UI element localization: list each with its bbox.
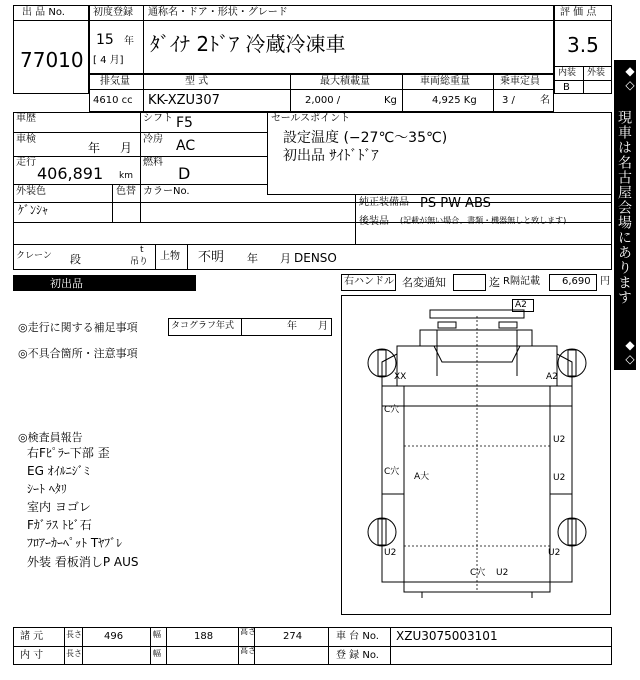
model-label: 型 式 bbox=[185, 76, 209, 87]
aircon-label: 冷房 bbox=[143, 134, 163, 145]
lot-label: 出 品 No. bbox=[22, 7, 65, 18]
inspector-item: ｼｰﾄ ﾍﾀﾘ bbox=[27, 482, 67, 496]
diagram-mark-bottom-u: U2 bbox=[496, 568, 509, 578]
mileage-label: 走行 bbox=[16, 157, 36, 168]
lot-number: 77010 bbox=[20, 48, 84, 72]
shift-value: F5 bbox=[176, 115, 193, 131]
equip-label: 上物 bbox=[160, 251, 180, 262]
first-listing-bar bbox=[13, 275, 196, 291]
crane-hang: 吊り bbox=[130, 257, 149, 267]
tachograph-month: 月 bbox=[318, 321, 328, 332]
inspector-item: EG ｵｲﾙﾆｼﾞﾐ bbox=[27, 464, 90, 478]
equip-value: 不明 bbox=[198, 250, 225, 265]
gross-weight-label: 車両総重量 bbox=[420, 76, 470, 87]
length-label: 長さ bbox=[66, 630, 82, 639]
diagram-mark-right-mid: U2 bbox=[553, 435, 566, 445]
inspector-item: 右Fﾋﾟﾗｰ下部 歪 bbox=[27, 446, 110, 460]
tachograph-label: タコグラフ年式 bbox=[171, 321, 235, 331]
vehicle-diagram bbox=[341, 295, 611, 615]
inspection-year: 年 bbox=[88, 141, 101, 155]
inner-label: 内 寸 bbox=[20, 650, 44, 661]
odo-type: R隔記載 bbox=[503, 276, 540, 287]
score-value: 3.5 bbox=[567, 33, 599, 57]
grade-label: 評 価 点 bbox=[560, 7, 597, 18]
inner-length-label: 長さ bbox=[66, 649, 82, 658]
inspector-label: ◎検査員報告 bbox=[18, 431, 83, 444]
height-value: 274 bbox=[283, 631, 303, 642]
equipment-value: PS PW ABS bbox=[420, 196, 491, 211]
inspection-label: 車検 bbox=[16, 134, 36, 145]
diagram-mark-rear-left: U2 bbox=[384, 548, 397, 558]
fuel-label: 燃料 bbox=[143, 157, 163, 168]
car-name: ﾀﾞｲﾅ 2ﾄﾞｱ 冷蔵冷凍車 bbox=[150, 32, 346, 56]
side-banner-bottom-mark: ◆◇ bbox=[623, 338, 637, 366]
equipment-label: 純正装備品 bbox=[359, 197, 409, 208]
name-change-cell bbox=[453, 274, 486, 291]
color-ext-value: ｹﾞﾝｼｬ bbox=[18, 203, 49, 217]
max-load-value: 2,000 / bbox=[305, 95, 341, 106]
inspector-item: 室内 ヨゴレ bbox=[27, 500, 91, 514]
side-banner-top-mark: ◆◇ bbox=[623, 64, 637, 92]
tachograph-year: 年 bbox=[287, 321, 297, 332]
crane-stage: 段 bbox=[70, 253, 81, 266]
diagram-mark-left-lower: C穴 bbox=[384, 467, 400, 477]
max-load-unit: Kg bbox=[384, 95, 397, 106]
sales-line-1: 設定温度 (−27℃〜35℃) bbox=[283, 130, 448, 146]
driving-notes-label: ◎走行に関する補足事項 bbox=[18, 321, 138, 334]
color-code-label: カラーNo. bbox=[143, 186, 190, 197]
fuel-value: D bbox=[178, 164, 191, 183]
odo-label: 迄 bbox=[489, 276, 500, 289]
side-banner-text: 現車は名古屋会場にあります bbox=[616, 110, 632, 305]
mileage-value: 406,891 bbox=[37, 164, 104, 183]
gross-weight-value: 4,925 Kg bbox=[432, 95, 477, 106]
displacement-label: 排気量 bbox=[100, 76, 130, 87]
diagram-mark-right-lower: U2 bbox=[553, 473, 566, 483]
diagram-mark-front-right: A2 bbox=[546, 372, 558, 382]
first-reg-year: 15 bbox=[96, 32, 114, 48]
color-label: 外装色 bbox=[16, 186, 46, 197]
chassis-label: 車 台 No. bbox=[336, 631, 379, 642]
inspection-month: 月 bbox=[120, 141, 133, 155]
sales-label: セールスポイント bbox=[271, 113, 351, 124]
first-reg-label: 初度登録 bbox=[93, 7, 133, 18]
height-label: 高さ bbox=[240, 627, 256, 636]
diagram-mark-center: A大 bbox=[414, 472, 430, 482]
mileage-unit: km bbox=[119, 171, 133, 181]
displacement-value: 4610 cc bbox=[93, 95, 133, 106]
shift-label: シフト bbox=[143, 113, 173, 124]
color-no-label: 色替 bbox=[116, 186, 136, 197]
diagram-mark-top: A2 bbox=[515, 300, 527, 310]
inner-width-label: 幅 bbox=[153, 649, 161, 658]
interior-grade: B bbox=[563, 82, 570, 93]
interior-label: 内装 bbox=[558, 68, 577, 78]
equip-year: 年 bbox=[247, 252, 258, 265]
model-value: KK-XZU307 bbox=[148, 93, 220, 108]
width-value: 188 bbox=[194, 631, 214, 642]
diagram-mark-front-left: XX bbox=[394, 372, 407, 382]
crane-label: クレーン bbox=[16, 251, 52, 261]
capacity-value: 3 / bbox=[502, 95, 515, 106]
capacity-label: 乗車定員 bbox=[500, 76, 540, 87]
reg-label: 登 録 No. bbox=[336, 650, 379, 661]
equip-maker: DENSO bbox=[294, 251, 337, 265]
diagram-mark-left-upper: C穴 bbox=[384, 405, 400, 415]
exterior-label: 外装 bbox=[587, 68, 606, 78]
width-label: 幅 bbox=[153, 630, 161, 639]
aftermarket-note: (記載が無い場合、書類・機器無しと致します) bbox=[400, 216, 567, 225]
steering-value: 右ハンドル bbox=[344, 276, 394, 287]
defects-label: ◎不具合箇所・注意事項 bbox=[18, 347, 138, 360]
name-change-label: 名変通知 bbox=[402, 276, 446, 289]
chassis-value: XZU3075003101 bbox=[396, 629, 498, 643]
max-load-label: 最大積載量 bbox=[320, 76, 370, 87]
capacity-unit: 名 bbox=[540, 95, 550, 106]
history-label: 車歴 bbox=[16, 113, 36, 124]
name-label: 通称名・ドア・形状・グレード bbox=[148, 7, 288, 18]
diagram-mark-bottom-c: C穴 bbox=[470, 568, 486, 578]
spec-label: 諸 元 bbox=[20, 631, 44, 642]
inner-height-label: 高さ bbox=[240, 646, 256, 655]
first-listing-text: 初出品 bbox=[50, 277, 83, 290]
side-banner bbox=[614, 60, 636, 370]
sales-line-2: 初出品 ｻｲﾄﾞﾄﾞｱ bbox=[283, 148, 379, 164]
diagram-mark-rear-right: U2 bbox=[548, 548, 561, 558]
odo-unit: 円 bbox=[600, 276, 610, 287]
equip-month: 月 bbox=[280, 252, 291, 265]
inspector-item: ﾌﾛｱｰｶｰﾍﾟｯﾄ Tﾔﾌﾞﾚ bbox=[27, 536, 123, 550]
aftermarket-label: 後装品 bbox=[359, 216, 389, 227]
length-value: 496 bbox=[104, 631, 124, 642]
odo-value: 6,690 bbox=[562, 276, 591, 287]
first-reg-year-unit: 年 bbox=[124, 36, 134, 47]
inspector-item: 外装 看板消しP AUS bbox=[27, 555, 139, 569]
first-reg-month: [ 4 月] bbox=[93, 55, 124, 66]
inspector-item: Fｶﾞﾗｽ ﾄﾋﾞ石 bbox=[27, 518, 92, 532]
aircon-value: AC bbox=[176, 138, 196, 154]
crane-ton: t bbox=[140, 245, 144, 255]
